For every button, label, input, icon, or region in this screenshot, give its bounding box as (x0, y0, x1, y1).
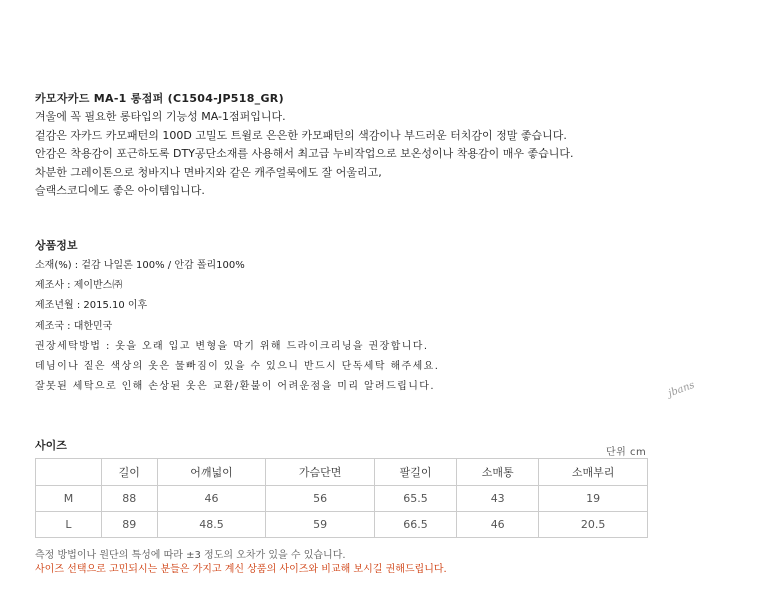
header-cell: 가슴단면 (266, 459, 375, 486)
table-row (36, 486, 648, 512)
table-row (36, 512, 648, 538)
table-cell: 88 (102, 486, 158, 512)
table-cell: 56 (266, 486, 375, 512)
table-cell: 43 (457, 486, 539, 512)
size-unit: 단위 cm (606, 447, 647, 458)
table-cell: 89 (102, 512, 158, 538)
description-line: 안감은 착용감이 포근하도록 DTY공단소재를 사용해서 최고급 누비작업으로 보온성이나 착용감이 매우 좋습니다. (35, 147, 574, 161)
header-cell (36, 459, 102, 486)
size-table-header (36, 459, 648, 486)
size-label: L (36, 512, 102, 538)
size-table (35, 458, 648, 538)
table-cell: 66.5 (374, 512, 456, 538)
info-date: 제조년월 : 2015.10 이후 (35, 300, 148, 312)
table-cell: 46 (157, 486, 266, 512)
header-cell: 어깨넓이 (157, 459, 266, 486)
size-title: 사이즈 (35, 439, 67, 452)
header-cell: 길이 (102, 459, 158, 486)
product-title: 카모자카드 MA-1 롱점퍼 (C1504-JP518_GR) (35, 92, 284, 105)
description-line: 겉감은 자카드 카모패턴의 100D 고밀도 트윌로 은은한 카모패턴의 색감이나 부드러운 터치감이 정말 좋습니다. (35, 128, 567, 142)
table-cell: 19 (539, 486, 648, 512)
table-cell: 48.5 (157, 512, 266, 538)
product-description (35, 90, 574, 200)
product-info-title: 상품정보 (35, 239, 78, 252)
table-cell: 59 (266, 512, 375, 538)
size-note-tolerance: 측정 방법이나 원단의 특성에 따라 ±3 정도의 오차가 있을 수 있습니다. (35, 550, 346, 561)
description-line: 차분한 그레이톤으로 청바지나 면바지와 같은 캐주얼룩에도 잘 어울리고, (35, 165, 382, 179)
size-note-compare: 사이즈 선택으로 고민되시는 분들은 가지고 계신 상품의 사이즈와 비교해 보시길 권해드립니다. (35, 564, 447, 575)
info-washing: 권장세탁방법 : 옷을 오래 입고 변형을 막기 위해 드라이크리닝을 권장합니다. (35, 340, 429, 352)
info-material: 소재(%) : 겉감 나일론 100% / 안감 폴리100% (35, 260, 245, 271)
size-label: M (36, 486, 102, 512)
info-note-denim: 데님이나 짙은 색상의 옷은 물빠짐이 있을 수 있으니 반드시 단독세탁 해주세요. (35, 361, 440, 373)
header-cell: 소매통 (457, 459, 539, 486)
header-cell: 소매부리 (539, 459, 648, 486)
info-note-damage: 잘못된 세탁으로 인해 손상된 옷은 교환/환불이 어려운점을 미리 알려드립니다. (35, 381, 435, 393)
product-info (35, 256, 439, 397)
info-maker: 제조사 : 제이반스㈜ (35, 280, 123, 292)
description-line: 슬랙스코디에도 좋은 아이템입니다. (35, 184, 205, 198)
watermark: jbans (666, 379, 697, 400)
table-cell: 20.5 (539, 512, 648, 538)
header-cell: 팔길이 (374, 459, 456, 486)
description-line: 겨울에 꼭 필요한 롱타입의 기능성 MA-1점퍼입니다. (35, 110, 286, 124)
info-country: 제조국 : 대한민국 (35, 320, 113, 332)
table-cell: 46 (457, 512, 539, 538)
table-cell: 65.5 (374, 486, 456, 512)
